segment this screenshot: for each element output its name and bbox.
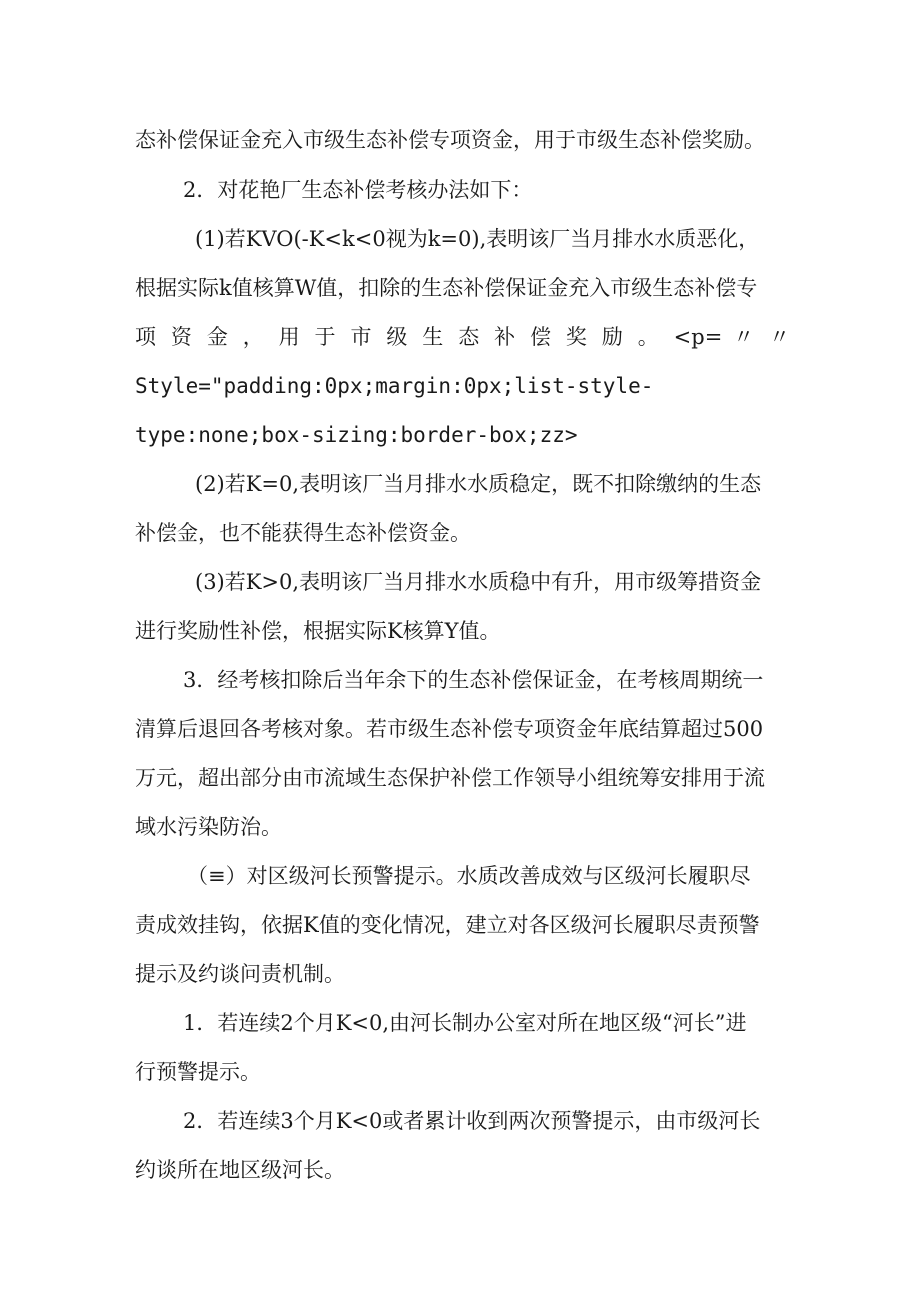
text-line: (3)若K>0,表明该厂当月排水水质稳中有升，用市级筹措资金 <box>195 570 762 594</box>
text-line: 行预警提示。 <box>135 1060 261 1084</box>
text-line: type:none;box-sizing:border-box;zz> <box>135 423 578 447</box>
text-line: 提示及约谈问责机制。 <box>135 962 345 986</box>
text-line: 根据实际k值核算W值，扣除的生态补偿保证金充入市级生态补偿专 <box>135 276 758 300</box>
text-line: 万元，超出部分由市流域生态保护补偿工作领导小组统筹安排用于流 <box>135 766 765 790</box>
text-line: （≡）对区级河长预警提示。水质改善成效与区级河长履职尽 <box>187 864 751 888</box>
text-line: 1．若连续2个月K<0,由河长制办公室对所在地区级“河长”进 <box>183 1011 747 1035</box>
text-line: 清算后退回各考核对象。若市级生态补偿专项资金年底结算超过500 <box>135 717 764 741</box>
text-line: 2．若连续3个月K<0或者累计收到两次预警提示，由市级河长 <box>183 1109 761 1133</box>
text-line: 进行奖励性补偿，根据实际K核算Y值。 <box>135 619 501 643</box>
text-line: 3．经考核扣除后当年余下的生态补偿保证金，在考核周期统一 <box>183 668 764 692</box>
text-line: 补偿金，也不能获得生态补偿资金。 <box>135 521 471 545</box>
text-line: Style="padding:0px;margin:0px;list-style- <box>135 374 654 398</box>
text-line: 2．对花艳厂生态补偿考核办法如下： <box>183 178 533 202</box>
text-line: 约谈所在地区级河长。 <box>135 1158 345 1182</box>
text-line: 域水污染防治。 <box>135 815 282 839</box>
text-line: 项 资 金 ， 用 于 市 级 生 态 补 偿 奖 励 。 <p= 〃 〃 <box>135 325 790 349</box>
text-line: 态补偿保证金充入市级生态补偿专项资金，用于市级生态补偿奖励。 <box>135 128 765 152</box>
text-line: 责成效挂钩，依据K值的变化情况，建立对各区级河长履职尽责预警 <box>135 913 760 937</box>
text-line: (2)若K=0,表明该厂当月排水水质稳定，既不扣除缴纳的生态 <box>195 472 762 496</box>
text-line: (1)若KVO(-K<k<0视为k=0),表明该厂当月排水水质恶化， <box>195 227 760 251</box>
